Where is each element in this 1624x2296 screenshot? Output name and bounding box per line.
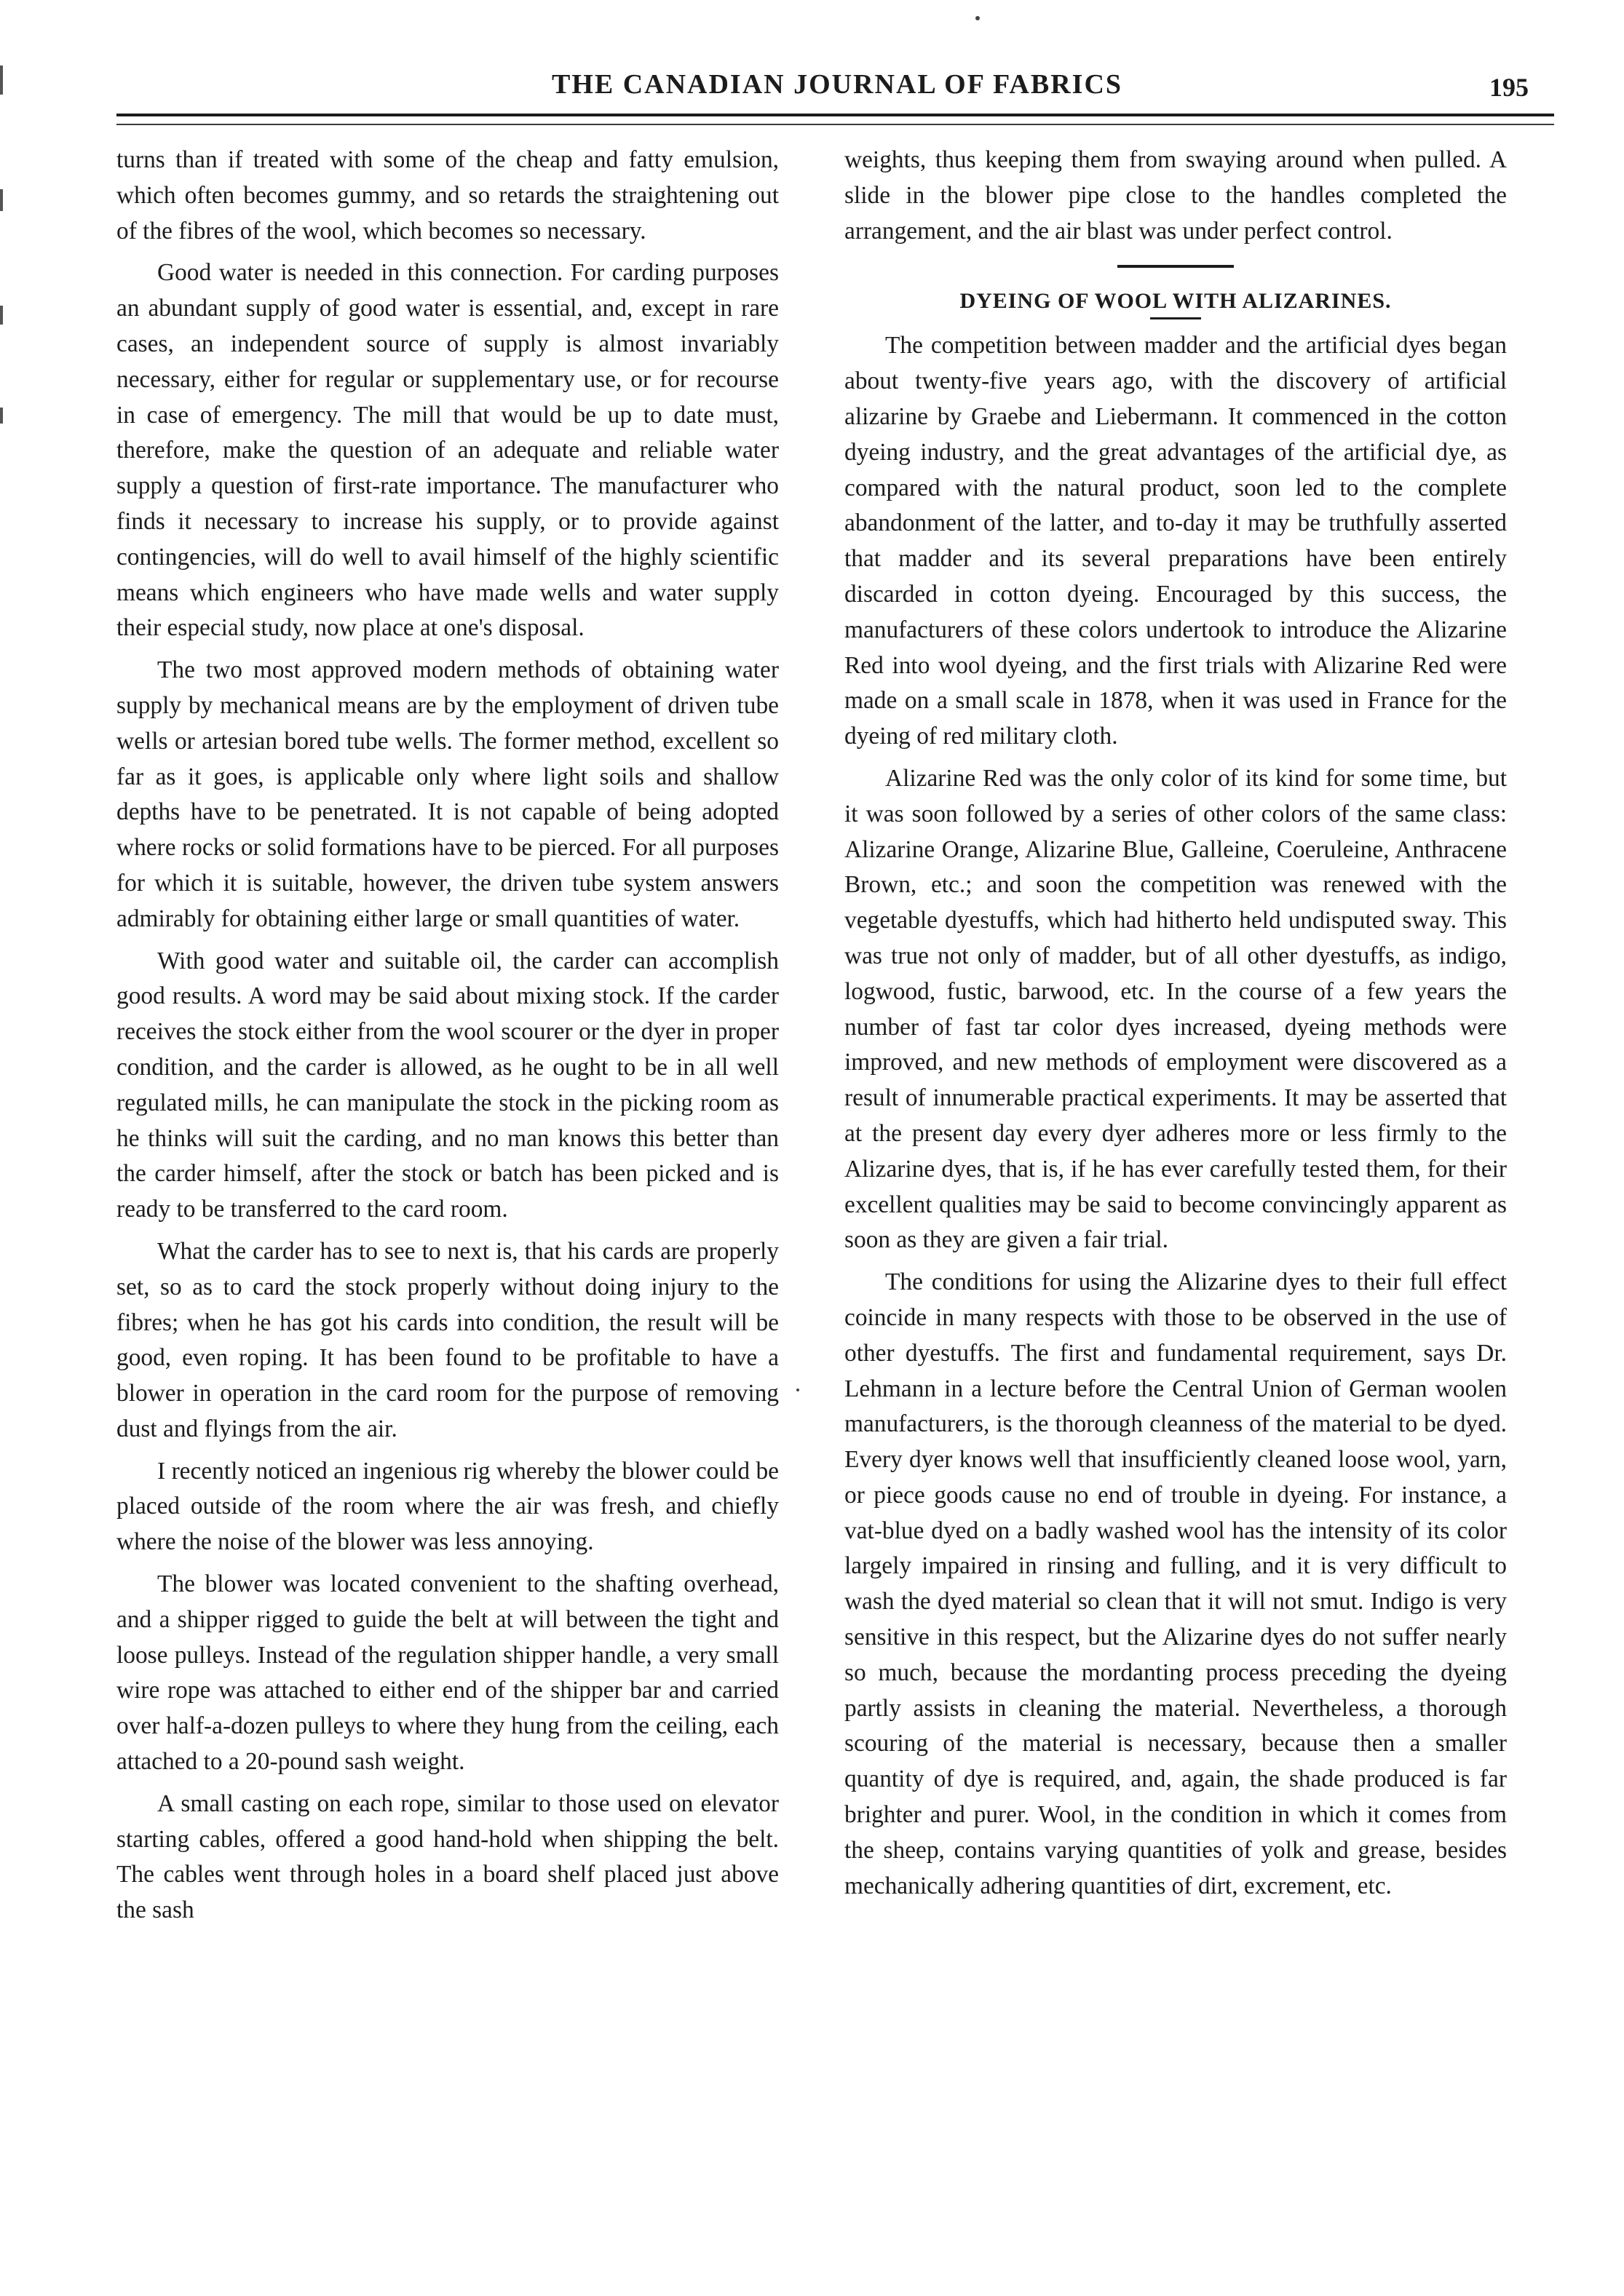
header-rule-thin xyxy=(116,124,1554,125)
binding-mark xyxy=(0,189,3,211)
paragraph: The two most approved modern methods of obtaining water supply by mechanical means are by the employment of driven tube wells or artesian bored tube wells. The former method, excellent so far as it goes, is applicable only where light soils and shallow depths have to be penetrated. It is not capable of being adopted where rocks or solid formations have to be pierced. For all purposes for which it is suitable, however, the driven tube system answers admirably for obtaining either large or small quantities of water. xyxy=(116,656,779,932)
paragraph: turns than if treated with some of the cheap and fatty emulsion, which often becomes gummy, and so retards the straightening out of the fibres of the wool, which becomes so necessary. xyxy=(116,146,779,245)
paragraph: A small casting on each rope, similar to those used on elevator starting cables, offered a good hand-hold when shipping the belt. The cables went through holes in a board shelf placed just above the sash xyxy=(116,1789,779,1924)
speck xyxy=(975,16,980,20)
paragraph: The blower was located convenient to the shafting overhead, and a shipper rigged to guide the belt at will between the tight and loose pulleys. Instead of the regulation shipper handle, a very small wire rope was attached to either end of the shipper bar and carried over half-a-dozen pulleys to where they hung from the ceiling, each attached to a 20-pound sash weight. xyxy=(116,1570,779,1776)
heading-rule xyxy=(1150,317,1201,319)
article-heading: DYEING OF WOOL WITH ALIZARINES. xyxy=(959,289,1392,314)
page-number: 195 xyxy=(1489,73,1529,102)
paragraph-continuation: weights, thus keeping them from swaying around when pulled. A slide in the blower pipe close to the handles completed the arrangement, and the air blast was under perfect control. xyxy=(844,146,1507,245)
right-column xyxy=(844,143,1507,1910)
running-header xyxy=(116,67,1558,111)
paragraph: What the carder has to see to next is, that his cards are properly set, so as to card the stock properly without doing injury to the fibres; when he has got his cards into condition, the result will be good, even roping. It has been found to be profitable to have a blower in operation in the card room for the purpose of removing dust and flyings from the air. xyxy=(116,1237,779,1442)
paragraph: I recently noticed an ingenious rig whereby the blower could be placed outside of the room where the air was fresh, and chiefly where the noise of the blower was less annoying. xyxy=(116,1457,779,1556)
binding-mark xyxy=(0,408,3,424)
paragraph: The competition between madder and the artificial dyes began about twenty-five years ago, with the discovery of artificial alizarine by Graebe and Liebermann. It commenced in the cotton dyeing industry, and the great advantages of the artificial dye, as compared with the natural product, soon led to the complete abandonment of the latter, and to-day it may be truthfully asserted that madder and its several preparations have been entirely discarded in cotton dyeing. Encouraged by this success, the manufacturers of these colors undertook to introduce the Alizarine Red into wool dyeing, and the first trials with Alizarine Red were made on a small scale in 1878, when it was used in France for the dyeing of red military cloth. xyxy=(844,332,1507,750)
speck xyxy=(796,1389,799,1391)
paragraph: Alizarine Red was the only color of its kind for some time, but it was soon followed by a series of other colors of the same class: Alizarine Orange, Alizarine Blue, Galleine, Coeruleine, Anthracene Brown, etc.; and soon the competition was renewed with the vegetable dyestuffs, which had hitherto held undisputed sway. This was true not only of madder, but of all other dyestuffs, as indigo, logwood, fustic, barwood, etc. In the course of a few years the number of fast tar color dyes increased, dyeing methods were improved, and new methods of employment were discovered as a result of innumerable practical experiments. It may be asserted that at the present day every dyer adheres more or less firmly to the Alizarine dyes, that is, if he has ever carefully tested them, for their excellent qualities may be said to become convincingly apparent as soon as they are given a fair trial. xyxy=(844,764,1507,1254)
binding-mark xyxy=(0,306,3,325)
binding-mark xyxy=(0,65,3,95)
header-rule xyxy=(116,114,1554,116)
section-divider xyxy=(1117,265,1234,268)
paragraph: The conditions for using the Alizarine dyes to their full effect coincide in many respects with those to be observed in the use of other dyestuffs. The first and fundamental requirement, says Dr. Lehmann in a lecture before the Central Union of German woolen manufacturers, is the thorough cleanness of the material to be dyed. Every dyer knows well that insufficiently cleaned loose wool, yarn, or piece goods cause no end of trouble in dyeing. For instance, a vat-blue dyed on a badly washed wool has the intensity of its color largely impaired in rinsing and fulling, and it is very difficult to wash the dyed material so clean that it will not smut. Indigo is very sensitive in this respect, but the Alizarine dyes do not suffer nearly so much, because the mordanting process preceding the dyeing partly assists in cleaning the material. Nevertheless, a thorough scouring of the material is necessary, because then a smaller quantity of dye is required, and, again, the shade produced is far brighter and purer. Wool, in the condition in which it comes from the sheep, contains varying quantities of yolk and grease, besides mechanically adhering quantities of dirt, excrement, etc. xyxy=(844,1268,1507,1899)
paragraph: Good water is needed in this connection. For carding purposes an abundant supply of good water is essential, and, except in rare cases, an independent source of supply is almost invariably necessary, either for regular or supplementary use, or for recourse in case of emergency. The mill that would be up to date must, therefore, make the question of an adequate and reliable water supply a question of first-rate importance. The manufacturer who finds it necessary to increase his supply, or to provide against contingencies, will do well to avail himself of the highly scientific means which engineers who have made wells and water supply their especial study, now place at one's disposal. xyxy=(116,259,779,642)
paragraph: With good water and suitable oil, the carder can accomplish good results. A word may be said about mixing stock. If the carder receives the stock either from the wool scourer or the dyer in proper condition, and the carder is allowed, as he ought to be in all well regulated mills, he can manipulate the stock in the picking room as he thinks will suit the carding, and no man knows this better than the carder himself, after the stock or batch has been picked and is ready to be transferred to the card room. xyxy=(116,947,779,1223)
left-column xyxy=(116,143,779,1935)
journal-title: THE CANADIAN JOURNAL OF FABRICS xyxy=(551,69,1123,100)
